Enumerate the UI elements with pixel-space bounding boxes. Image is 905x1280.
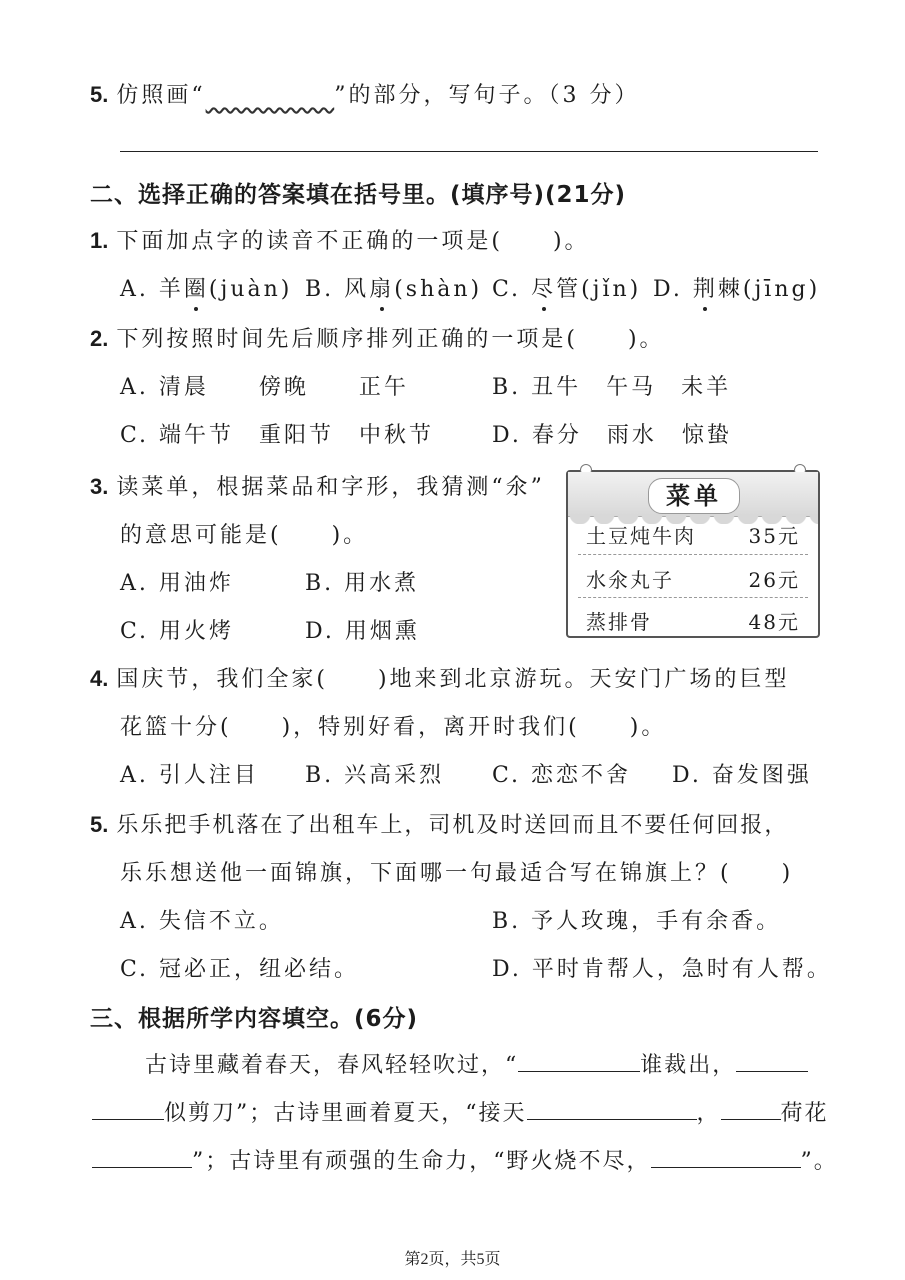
q2-stem: 2. 下列按照时间先后顺序排列正确的一项是( )。 bbox=[90, 326, 665, 352]
q3-option-c[interactable]: C. 用火烤 bbox=[120, 619, 235, 644]
q4-option-d[interactable]: D. 奋发图强 bbox=[672, 763, 812, 788]
q4-option-b[interactable]: B. 兴高采烈 bbox=[305, 763, 445, 788]
fill-blank[interactable] bbox=[736, 1049, 808, 1072]
menu-divider bbox=[578, 554, 808, 555]
fill-line-1: 古诗里藏着春天，春风轻轻吹过，“ 谁裁出， bbox=[145, 1048, 808, 1079]
menu-item: 蒸排骨 48元 bbox=[586, 610, 800, 634]
page-footer: 第2页，共5页 bbox=[404, 1251, 501, 1268]
prev-question-5: 5. 仿照画“ ”的部分，写句子。（3 分） bbox=[90, 82, 640, 108]
q3-stem-line2: 的意思可能是( )。 bbox=[120, 523, 369, 548]
menu-item: 水氽丸子 26元 bbox=[586, 568, 800, 592]
fill-blank[interactable] bbox=[721, 1097, 781, 1120]
q2-option-d[interactable]: D. 春分 雨水 惊蛰 bbox=[492, 423, 732, 448]
q5-option-b[interactable]: B. 予人玫瑰，手有余香。 bbox=[492, 909, 782, 934]
section2-title: 二、选择正确的答案填在括号里。(填序号)(21分) bbox=[90, 182, 627, 208]
q4-option-a[interactable]: A. 引人注目 bbox=[120, 763, 259, 788]
q1-option-d[interactable]: D. 荆棘(jīng) bbox=[653, 272, 820, 303]
q3-option-d[interactable]: D. 用烟熏 bbox=[305, 619, 420, 644]
fill-line-3: ”；古诗里有顽强的生命力，“野火烧不尽， ”。 bbox=[92, 1144, 838, 1175]
fill-blank[interactable] bbox=[527, 1097, 697, 1120]
wavy-mark bbox=[206, 83, 335, 108]
menu-card bbox=[566, 470, 820, 638]
fill-blank[interactable] bbox=[92, 1097, 164, 1120]
answer-line[interactable] bbox=[120, 151, 818, 152]
q1-option-a[interactable]: A. 羊圈(juàn) bbox=[120, 272, 292, 303]
menu-title: 菜单 bbox=[648, 478, 740, 514]
q5-line2: 乐乐想送他一面锦旗，下面哪一句最适合写在锦旗上？( ) bbox=[120, 861, 794, 886]
q4-line2: 花篮十分( )，特别好看，离开时我们( )。 bbox=[120, 715, 667, 740]
q1-option-b[interactable]: B. 风扇(shàn) bbox=[305, 272, 482, 303]
q1-stem: 1. 下面加点字的读音不正确的一项是( )。 bbox=[90, 228, 590, 254]
fill-blank[interactable] bbox=[651, 1145, 801, 1168]
q5-option-d[interactable]: D. 平时肯帮人，急时有人帮。 bbox=[492, 957, 832, 982]
q3-stem-line1: 3. 读菜单，根据菜品和字形，我猜测“氽” bbox=[90, 474, 545, 500]
q3-option-a[interactable]: A. 用油炸 bbox=[120, 571, 234, 596]
q1-option-c[interactable]: C. 尽管(jǐn) bbox=[492, 272, 641, 303]
menu-divider bbox=[578, 597, 808, 598]
fill-blank[interactable] bbox=[92, 1145, 192, 1168]
q2-option-b[interactable]: B. 丑牛 午马 未羊 bbox=[492, 375, 732, 400]
q3-option-b[interactable]: B. 用水煮 bbox=[305, 571, 420, 596]
q2-option-c[interactable]: C. 端午节 重阳节 中秋节 bbox=[120, 423, 435, 448]
menu-item: 土豆炖牛肉 35元 bbox=[586, 524, 800, 548]
fill-blank[interactable] bbox=[518, 1049, 640, 1072]
q4-option-c[interactable]: C. 恋恋不舍 bbox=[492, 763, 632, 788]
q2-option-a[interactable]: A. 清晨 傍晚 正午 bbox=[120, 375, 409, 400]
q5-line1: 5. 乐乐把手机落在了出租车上，司机及时送回而且不要任何回报， bbox=[90, 812, 789, 838]
q5-option-a[interactable]: A. 失信不立。 bbox=[120, 909, 284, 934]
q4-line1: 4. 国庆节，我们全家( )地来到北京游玩。天安门广场的巨型 bbox=[90, 666, 790, 692]
fill-line-2: 似剪刀”；古诗里画着夏天，“接天 ， 荷花 bbox=[92, 1096, 829, 1127]
section3-title: 三、根据所学内容填空。(6分) bbox=[90, 1006, 419, 1032]
q5-option-c[interactable]: C. 冠必正，纽必结。 bbox=[120, 957, 360, 982]
